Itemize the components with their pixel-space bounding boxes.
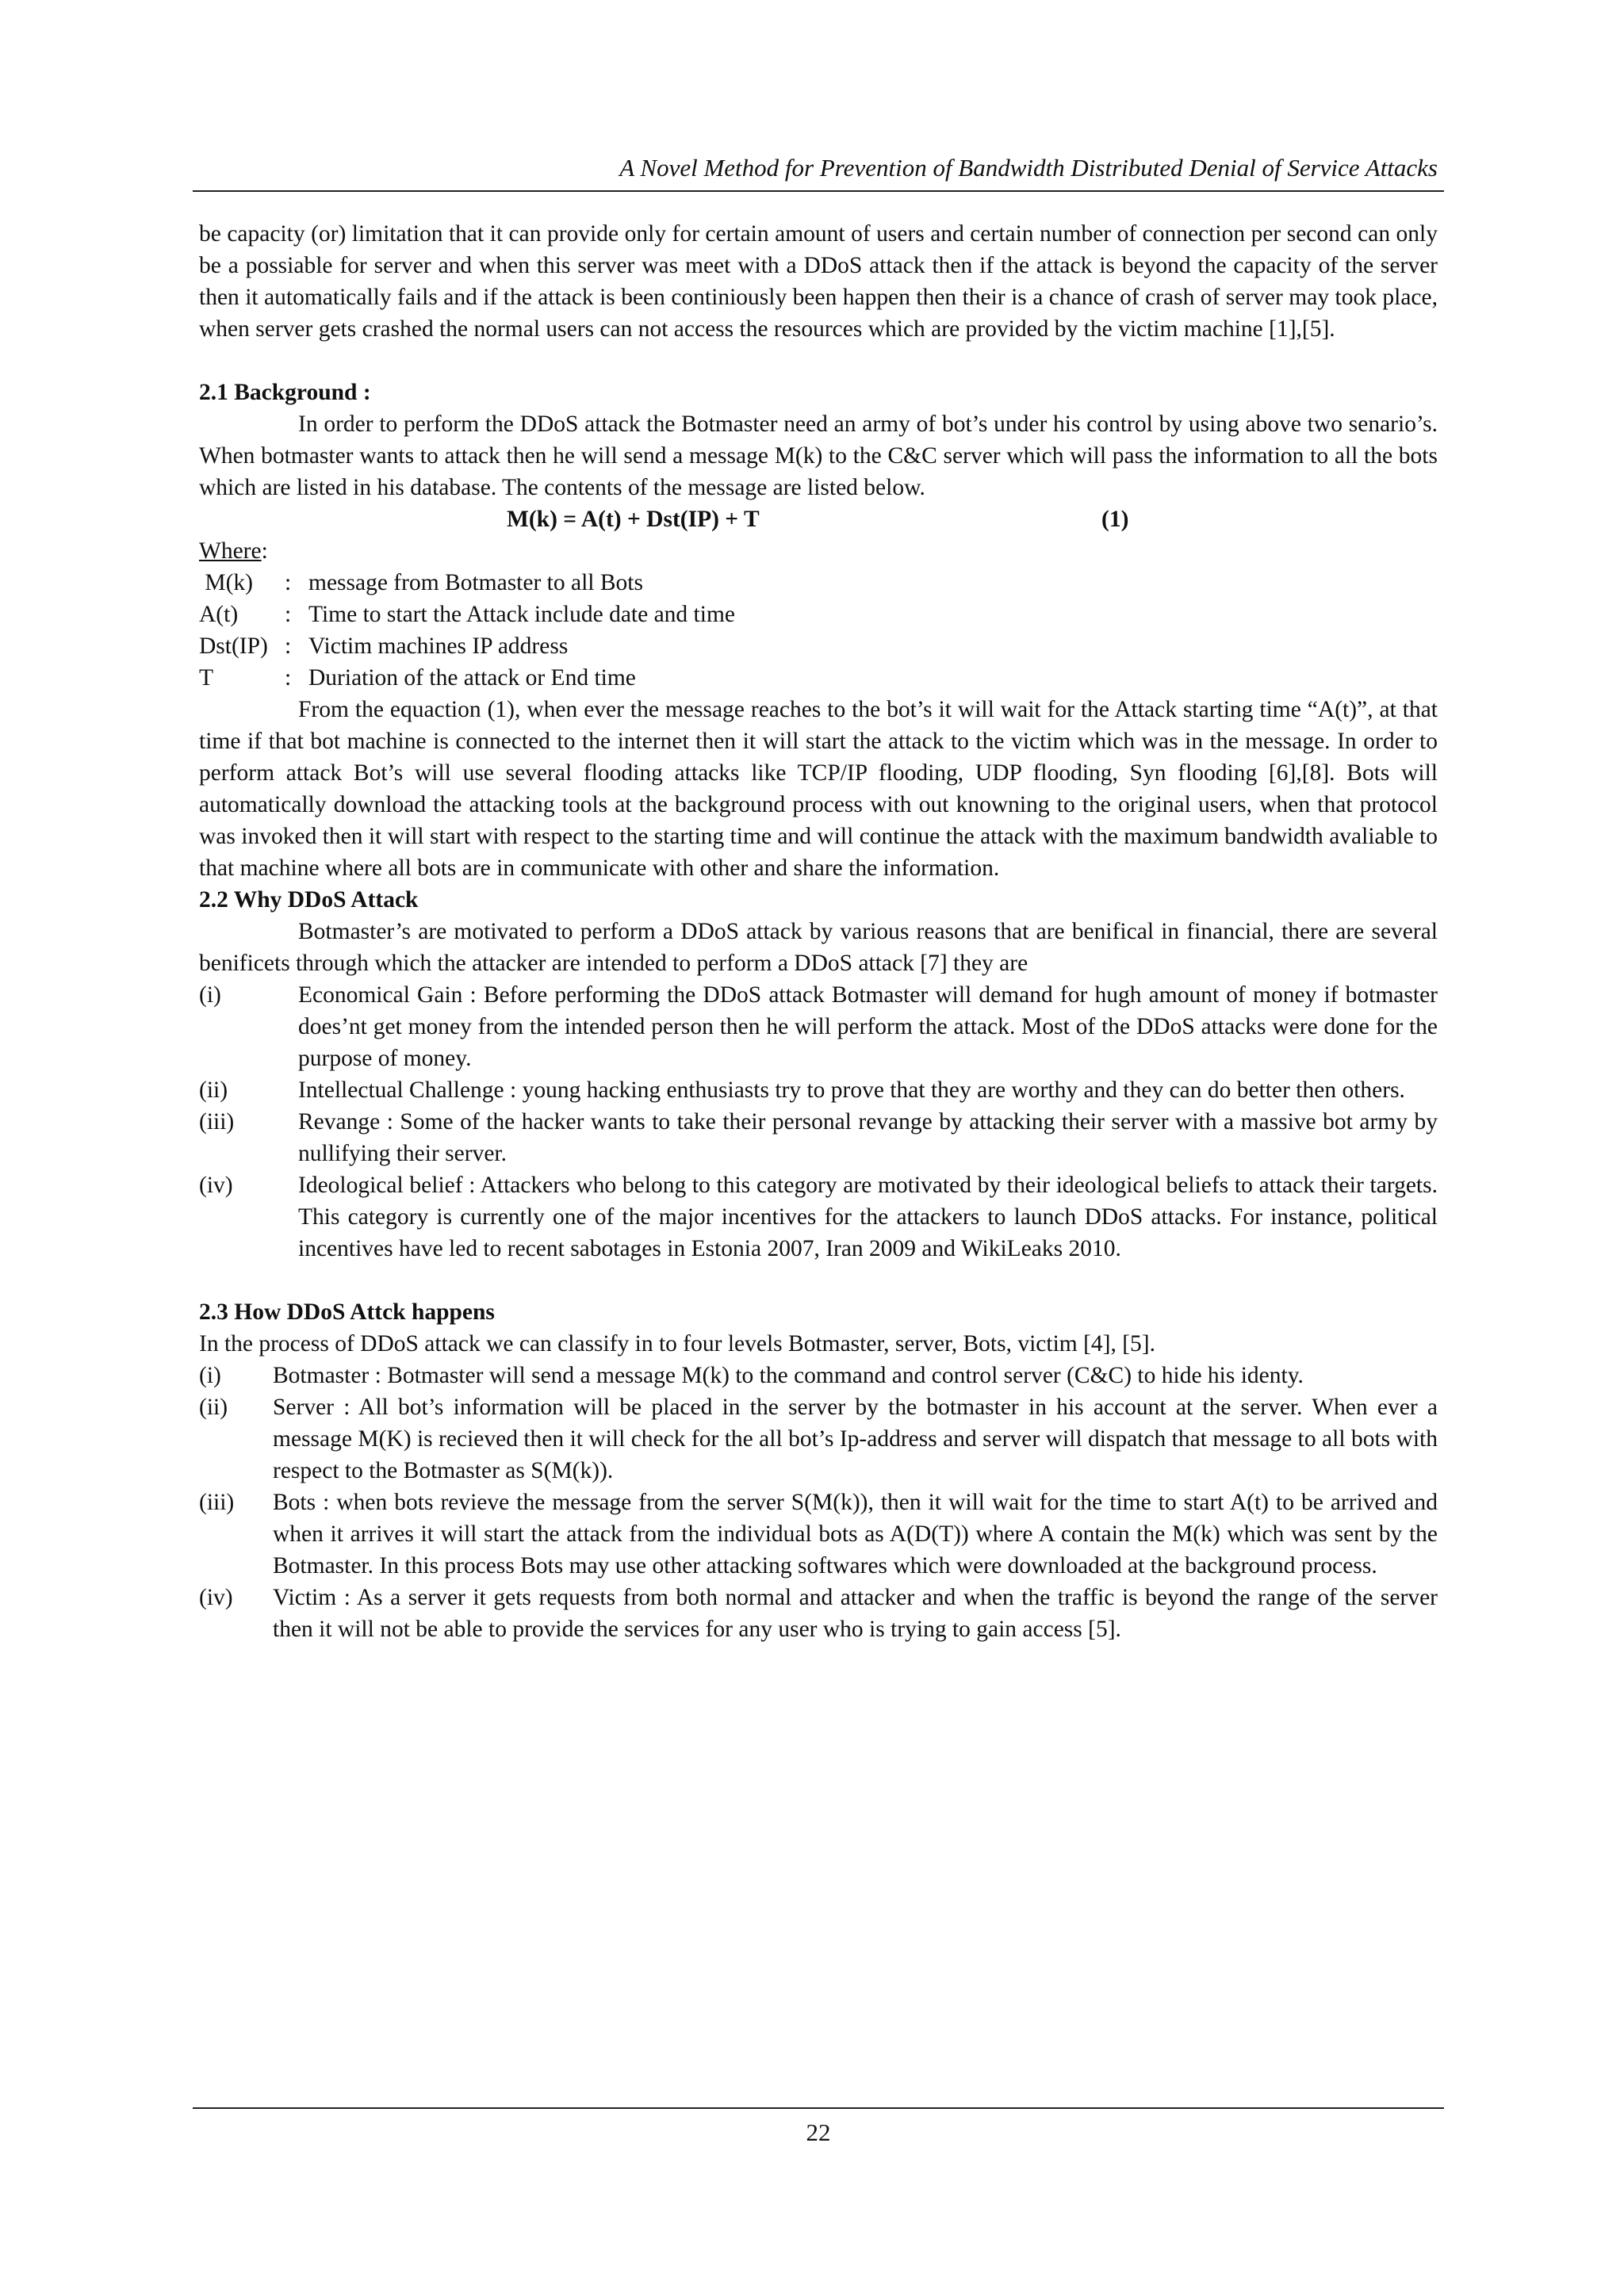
footer-rule	[193, 2107, 1444, 2109]
definition-symbol: M(k)	[199, 570, 254, 595]
where-colon: :	[261, 538, 268, 564]
list-marker: (iv)	[199, 1173, 233, 1198]
list-item	[199, 1169, 1438, 1265]
intro-paragraph: be capacity (or) limitation that it can provide only for certain amount of users and certain number of connection per second can only be a possiable for server and when this server was meet with a DDoS attack then if the attack is beyond the capacity of the server then it automatically fails and if the attack is been continiously been happen then their is a chance of crash of server may took place, when server gets crashed the normal users can not access the resources which are provided by the victim machine [1],[5].	[199, 221, 1438, 342]
list-marker: (i)	[199, 1363, 221, 1388]
definition-colon: :	[285, 665, 292, 691]
list-text: Economical Gain : Before performing the DDoS attack Botmaster will demand for hugh amount of money if botmaster does’nt get money from the intended person then he will perform the attack. Most of the DDoS attacks were done for the purpose of money.	[298, 982, 1438, 1071]
definition-row	[199, 599, 1438, 630]
definition-colon: :	[285, 602, 292, 627]
list-item	[199, 1582, 1438, 1645]
section-heading-2-3: 2.3 How DDoS Attck happens	[199, 1299, 495, 1325]
list-text: Revange : Some of the hacker wants to take their personal revange by attacking their server with a massive bot army by nullifying their server.	[298, 1109, 1438, 1166]
definition-symbol: Dst(IP)	[199, 633, 268, 659]
background-paragraph: In order to perform the DDoS attack the Botmaster need an army of bot’s under his control by using above two senario’s. When botmaster wants to attack then he will send a message M(k) to the C&C server which will pass the information to all the bots which are listed in his database. The contents of the message are listed below.	[199, 411, 1438, 500]
list-marker: (iv)	[199, 1585, 233, 1610]
list-item	[199, 1106, 1438, 1169]
running-header: A Novel Method for Prevention of Bandwidth Distributed Denial of Service Attacks	[619, 154, 1438, 182]
definition-row	[199, 567, 1438, 599]
definition-text: Victim machines IP address	[308, 633, 569, 659]
list-item	[199, 1487, 1438, 1582]
definition-row	[199, 662, 1438, 694]
definition-symbol: T	[199, 665, 214, 691]
list-item	[199, 1360, 1438, 1391]
where-line	[199, 535, 1438, 567]
spacer	[199, 345, 1438, 377]
where-label: Where	[199, 538, 262, 564]
list-text: Ideological belief : Attackers who belong to this category are motivated by their ideological beliefs to attack their targets. This category is currently one of the major incentives for the attackers to launch DDoS attacks. For instance, political incentives have led to recent sabotages in Estonia 2007, Iran 2009 and WikiLeaks 2010.	[298, 1173, 1438, 1261]
list-item	[199, 1074, 1438, 1106]
definition-text: Duriation of the attack or End time	[308, 665, 636, 691]
definition-text: Time to start the Attack include date and time	[308, 602, 735, 627]
body-text	[199, 218, 1438, 1645]
list-marker: (iii)	[199, 1109, 235, 1135]
section-heading-2-2: 2.2 Why DDoS Attack	[199, 887, 419, 913]
equation-number: (1)	[1101, 507, 1129, 532]
definition-symbol: A(t)	[199, 602, 239, 627]
list-marker: (ii)	[199, 1077, 228, 1103]
list-marker: (i)	[199, 982, 221, 1008]
list-item	[199, 979, 1438, 1074]
why-paragraph: Botmaster’s are motivated to perform a DDoS attack by various reasons that are benifical in financial, there are several benificets through which the attacker are intended to perform a DDoS attack [7] they are	[199, 919, 1438, 976]
definition-colon: :	[285, 570, 292, 595]
page-number: 22	[806, 2118, 831, 2146]
list-text: Server : All bot’s information will be placed in the server by the botmaster in his account at the server. When ever a message M(K) is recieved then it will check for the all bot’s Ip-address and server will dispatch that message to all bots with respect to the Botmaster as S(M(k)).	[273, 1395, 1438, 1483]
list-text: Botmaster : Botmaster will send a message M(k) to the command and control server (C&C) to hide his identy.	[273, 1363, 1304, 1388]
list-text: Victim : As a server it gets requests from both normal and attacker and when the traffic is beyond the range of the server then it will not be able to provide the services for any user who is trying to gain access [5].	[273, 1585, 1438, 1642]
definition-row	[199, 630, 1438, 662]
definition-colon: :	[285, 633, 292, 659]
header-rule	[193, 190, 1444, 192]
section-heading-2-1: 2.1 Background :	[199, 380, 371, 405]
list-item	[199, 1391, 1438, 1487]
equation-formula: M(k) = A(t) + Dst(IP) + T	[507, 507, 760, 532]
background-paragraph-2: From the equaction (1), when ever the message reaches to the bot’s it will wait for the Attack starting time “A(t)”, at that time if that bot machine is connected to the internet then it will start the attack to the victim which was in the message. In order to perform attack Bot’s will use several flooding attacks like TCP/IP flooding, UDP flooding, Syn flooding [6],[8]. Bots will automatically download the attacking tools at the background process with out knowning to the original users, when that protocol was invoked then it will start with respect to the starting time and will continue the attack with the maximum bandwidth avaliable to that machine where all bots are in communicate with other and share the information.	[199, 697, 1438, 881]
definition-text: message from Botmaster to all Bots	[308, 570, 643, 595]
list-text: Bots : when bots revieve the message from the server S(M(k)), then it will wait for the time to start A(t) to be arrived and when it arrives it will start the attack from the individual bots as A(D(T)) where A contain the M(k) which was sent by the Botmaster. In this process Bots may use other attacking softwares which were downloaded at the background process.	[273, 1490, 1438, 1578]
list-text: Intellectual Challenge : young hacking enthusiasts try to prove that they are worthy and they can do better then others.	[298, 1077, 1405, 1103]
equation-1	[199, 503, 1438, 535]
spacer	[199, 1265, 1438, 1296]
list-marker: (ii)	[199, 1395, 228, 1420]
list-marker: (iii)	[199, 1490, 235, 1515]
how-paragraph: In the process of DDoS attack we can classify in to four levels Botmaster, server, Bots, victim [4], [5].	[199, 1331, 1155, 1357]
